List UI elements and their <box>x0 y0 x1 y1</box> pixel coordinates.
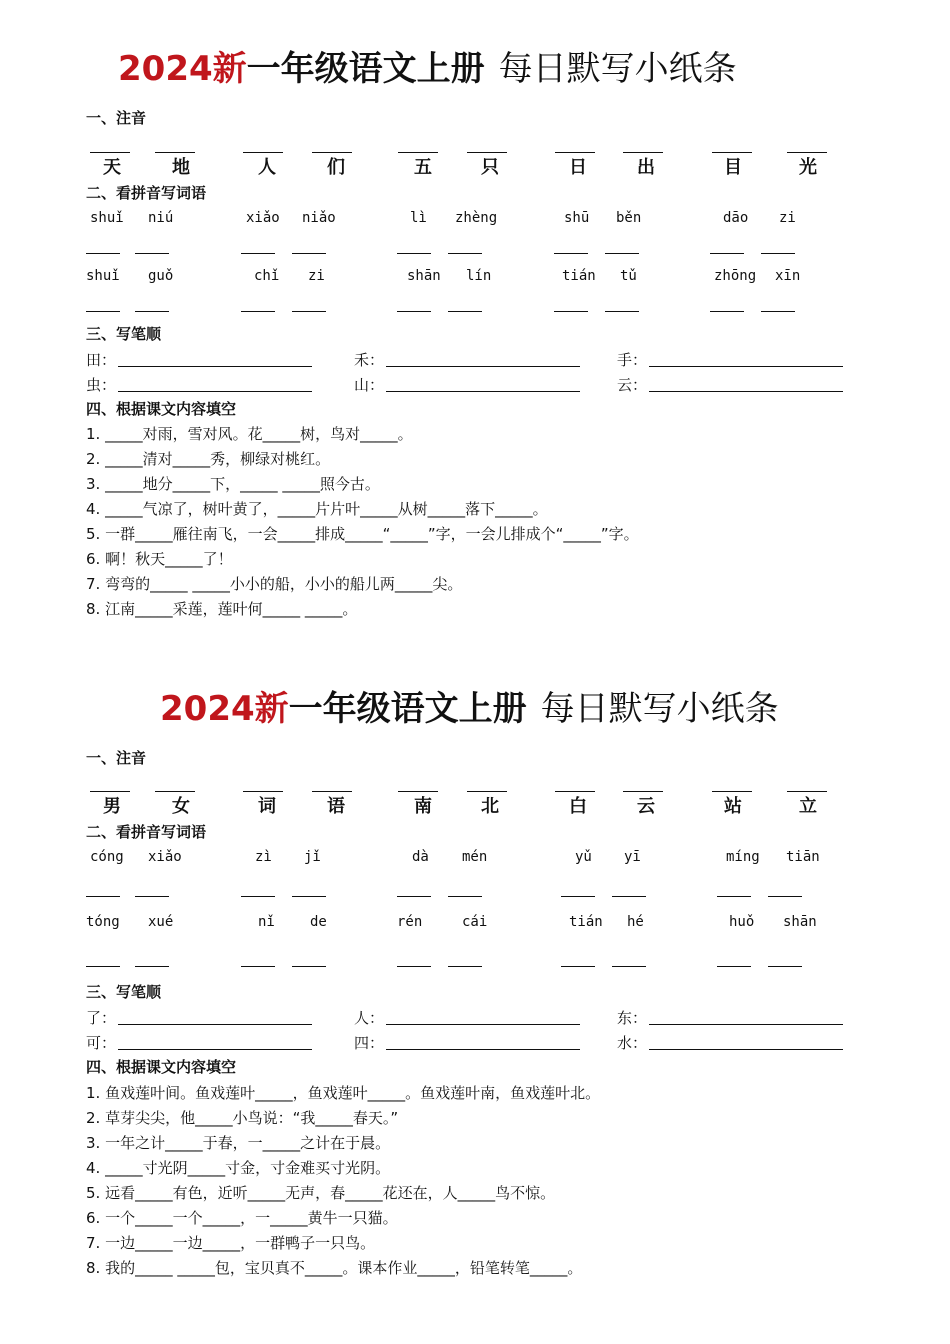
fill-blank-item: 3. 一年之计_____于春，一_____之计在于晨。 <box>86 1134 391 1152</box>
pinyin-syllable: tián <box>569 914 603 930</box>
stroke-order-item: 田： <box>86 350 312 370</box>
pinyin-syllable: huǒ <box>729 914 755 930</box>
pinyin-syllable: mén <box>462 849 488 865</box>
section-2-label: 二、看拼音写词语 <box>86 823 207 841</box>
fill-blank-item: 6. 啊！秋天_____了！ <box>86 550 233 568</box>
pinyin-syllable: yī <box>624 849 641 865</box>
char-item: 词 <box>258 796 276 817</box>
stroke-order-item: 了： <box>86 1008 312 1028</box>
pinyin-syllable: de <box>310 914 327 930</box>
pinyin-syllable: shuǐ <box>86 268 120 284</box>
char-item: 北 <box>481 796 499 817</box>
fill-blank-item: 4. _____寸光阴_____寸金，寸金难买寸光阴。 <box>86 1159 391 1177</box>
pinyin-syllable: shū <box>564 210 590 226</box>
pinyin-syllable: jǐ <box>304 849 321 865</box>
answer-line[interactable] <box>386 1010 580 1025</box>
answer-line[interactable] <box>649 377 843 392</box>
worksheet-2 <box>0 640 950 1280</box>
stroke-order-item: 山： <box>354 375 580 395</box>
char-item: 南 <box>414 796 432 817</box>
pinyin-syllable: chǐ <box>254 268 280 284</box>
pinyin-syllable: cái <box>462 914 488 930</box>
pinyin-syllable: tǔ <box>620 268 637 284</box>
char-item: 光 <box>799 157 817 178</box>
char-item: 白 <box>569 796 587 817</box>
char-item: 天 <box>103 157 121 178</box>
pinyin-syllable: shān <box>783 914 817 930</box>
pinyin-syllable: niǎo <box>302 210 336 226</box>
fill-blank-item: 8. 江南_____采莲，莲叶何_____ _____。 <box>86 600 358 618</box>
fill-blank-item: 4. _____气凉了，树叶黄了，_____片片叶_____从树_____落下_____。 <box>86 500 548 518</box>
worksheet-title <box>118 46 737 92</box>
stroke-order-item: 可： <box>86 1033 312 1053</box>
section-3-label: 三、写笔顺 <box>86 325 162 343</box>
fill-blank-item: 5. 一群_____雁往南飞，一会_____排成_____“_____”字，一会儿排成个“_____”字。 <box>86 525 639 543</box>
pinyin-syllable: zi <box>308 268 325 284</box>
fill-blank-item: 1. 鱼戏莲叶间。鱼戏莲叶_____，鱼戏莲叶_____。鱼戏莲叶南，鱼戏莲叶北。 <box>86 1084 601 1102</box>
pinyin-syllable: zì <box>255 849 272 865</box>
char-item: 出 <box>637 157 655 178</box>
worksheet-1 <box>0 0 950 640</box>
char-item: 立 <box>799 796 817 817</box>
answer-line[interactable] <box>386 352 580 367</box>
stroke-order-item: 手： <box>617 350 843 370</box>
pinyin-syllable: tián <box>562 268 596 284</box>
pinyin-syllable: rén <box>397 914 423 930</box>
pinyin-syllable: niú <box>148 210 174 226</box>
pinyin-syllable: yǔ <box>575 849 592 865</box>
char-item: 男 <box>103 796 121 817</box>
char-item: 女 <box>172 796 190 817</box>
answer-line[interactable] <box>649 352 843 367</box>
char-item: 站 <box>724 796 742 817</box>
pinyin-syllable: lì <box>410 210 427 226</box>
title-main: 一年级语文上册 <box>246 49 485 89</box>
section-4-label: 四、根据课文内容填空 <box>86 400 237 418</box>
fill-blank-item: 8. 我的_____ _____包，宝贝真不_____。课本作业_____，铅笔转笔_____。 <box>86 1259 583 1277</box>
char-item: 人 <box>258 157 276 178</box>
pinyin-syllable: xué <box>148 914 174 930</box>
fill-blank-item: 1. _____对雨，雪对风。花_____树，鸟对_____。 <box>86 425 413 443</box>
section-3-label: 三、写笔顺 <box>86 983 162 1001</box>
pinyin-syllable: tiān <box>786 849 820 865</box>
char-item: 云 <box>637 796 655 817</box>
pinyin-syllable: míng <box>726 849 760 865</box>
stroke-order-item: 东： <box>617 1008 843 1028</box>
pinyin-syllable: cóng <box>90 849 124 865</box>
answer-line[interactable] <box>649 1035 843 1050</box>
section-1-label: 一、注音 <box>86 749 147 767</box>
stroke-order-item: 人： <box>354 1008 580 1028</box>
fill-blank-item: 7. 一边_____一边_____，一群鸭子一只鸟。 <box>86 1234 376 1252</box>
answer-line[interactable] <box>386 1035 580 1050</box>
title-main: 一年级语文上册 <box>288 689 527 729</box>
char-item: 只 <box>481 157 499 178</box>
fill-blank-item: 7. 弯弯的_____ _____小小的船，小小的船儿两_____尖。 <box>86 575 463 593</box>
pinyin-syllable: zhèng <box>455 210 498 226</box>
title-year: 2024新 <box>118 49 247 89</box>
char-item: 地 <box>172 157 190 178</box>
stroke-order-item: 四： <box>354 1033 580 1053</box>
pinyin-syllable: dāo <box>723 210 749 226</box>
stroke-order-item: 禾： <box>354 350 580 370</box>
pinyin-syllable: xiǎo <box>246 210 280 226</box>
section-4-label: 四、根据课文内容填空 <box>86 1058 237 1076</box>
title-year: 2024新 <box>160 689 289 729</box>
answer-line[interactable] <box>649 1010 843 1025</box>
answer-line[interactable] <box>386 377 580 392</box>
char-item: 日 <box>569 157 587 178</box>
char-item: 们 <box>327 157 345 178</box>
fill-blank-item: 3. _____地分_____下，_____ _____照今古。 <box>86 475 380 493</box>
fill-blank-item: 5. 远看_____有色，近听_____无声，春_____花还在，人_____鸟不惊。 <box>86 1184 556 1202</box>
char-item: 五 <box>414 157 432 178</box>
pinyin-syllable: hé <box>627 914 644 930</box>
char-item: 语 <box>327 796 345 817</box>
answer-line[interactable] <box>118 377 312 392</box>
section-2-label: 二、看拼音写词语 <box>86 184 207 202</box>
stroke-order-item: 虫： <box>86 375 312 395</box>
stroke-order-item: 水： <box>617 1033 843 1053</box>
pinyin-syllable: lín <box>466 268 492 284</box>
pinyin-syllable: xīn <box>775 268 801 284</box>
pinyin-syllable: tóng <box>86 914 120 930</box>
answer-line[interactable] <box>118 1035 312 1050</box>
fill-blank-item: 2. _____清对_____秀，柳绿对桃红。 <box>86 450 331 468</box>
pinyin-syllable: xiǎo <box>148 849 182 865</box>
worksheet-title <box>160 686 779 732</box>
char-item: 目 <box>724 157 742 178</box>
answer-line[interactable] <box>118 352 312 367</box>
pinyin-syllable: dà <box>412 849 429 865</box>
section-1-label: 一、注音 <box>86 109 147 127</box>
answer-line[interactable] <box>118 1010 312 1025</box>
pinyin-syllable: zhōng <box>714 268 757 284</box>
pinyin-syllable: zi <box>779 210 796 226</box>
stroke-order-item: 云： <box>617 375 843 395</box>
pinyin-syllable: guǒ <box>148 268 174 284</box>
fill-blank-item: 6. 一个_____一个_____，一_____黄牛一只猫。 <box>86 1209 398 1227</box>
pinyin-syllable: nǐ <box>258 914 275 930</box>
pinyin-syllable: shān <box>407 268 441 284</box>
fill-blank-item: 2. 草芽尖尖，他_____小鸟说：“我_____春天。” <box>86 1109 399 1127</box>
title-sub: 每日默写小纸条 <box>498 49 737 89</box>
title-sub: 每日默写小纸条 <box>540 689 779 729</box>
pinyin-syllable: shuǐ <box>90 210 124 226</box>
pinyin-syllable: běn <box>616 210 642 226</box>
